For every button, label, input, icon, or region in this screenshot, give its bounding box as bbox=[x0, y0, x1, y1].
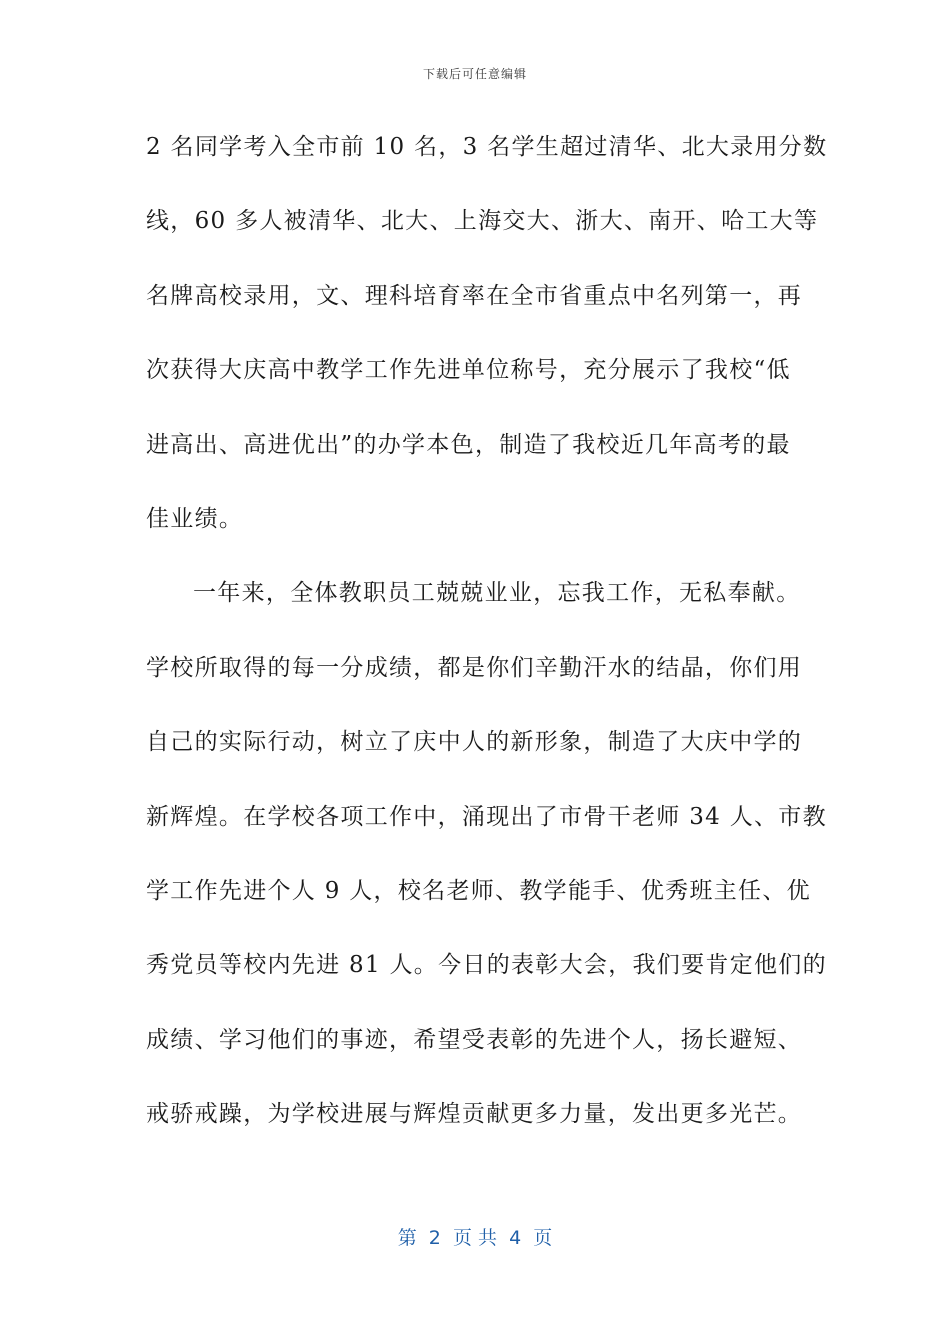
text-line: 新辉煌。在学校各项工作中，涌现出了市骨干老师 34 人、市教 bbox=[146, 803, 827, 830]
page-number-footer: 第 2 页 共 4 页 bbox=[397, 1227, 553, 1249]
paragraph-start-line: 一年来，全体教职员工兢兢业业，忘我工作，无私奉献。 bbox=[193, 580, 801, 607]
document-body bbox=[146, 110, 828, 1151]
text-line: 秀党员等校内先进 81 人。今日的表彰大会，我们要肯定他们的 bbox=[146, 952, 827, 979]
text-line: 戒骄戒躁，为学校进展与辉煌贡献更多力量，发出更多光芒。 bbox=[146, 1101, 803, 1128]
text-line: 成绩、学习他们的事迹，希望受表彰的先进个人，扬长避短、 bbox=[146, 1026, 803, 1053]
text-line: 学校所取得的每一分成绩，都是你们辛勤汗水的结晶，你们用 bbox=[146, 654, 803, 681]
text-line: 名牌高校录用，文、理科培育率在全市省重点中名列第一，再 bbox=[146, 282, 803, 309]
text-line: 自己的实际行动，树立了庆中人的新形象，制造了大庆中学的 bbox=[146, 729, 803, 756]
page-header-note: 下载后可任意编辑 bbox=[422, 67, 527, 81]
text-line: 次获得大庆高中教学工作先进单位称号，充分展示了我校“低 bbox=[146, 357, 791, 384]
text-line: 佳业绩。 bbox=[146, 505, 244, 532]
text-line: 进高出、高进优出”的办学本色，制造了我校近几年高考的最 bbox=[146, 431, 791, 458]
text-line: 线，60 多人被清华、北大、上海交大、浙大、南开、哈工大等 bbox=[146, 208, 819, 235]
text-line: 2 名同学考入全市前 10 名，3 名学生超过清华、北大录用分数 bbox=[146, 134, 828, 160]
text-line: 学工作先进个人 9 人，校名老师、教学能手、优秀班主任、优 bbox=[146, 877, 811, 904]
